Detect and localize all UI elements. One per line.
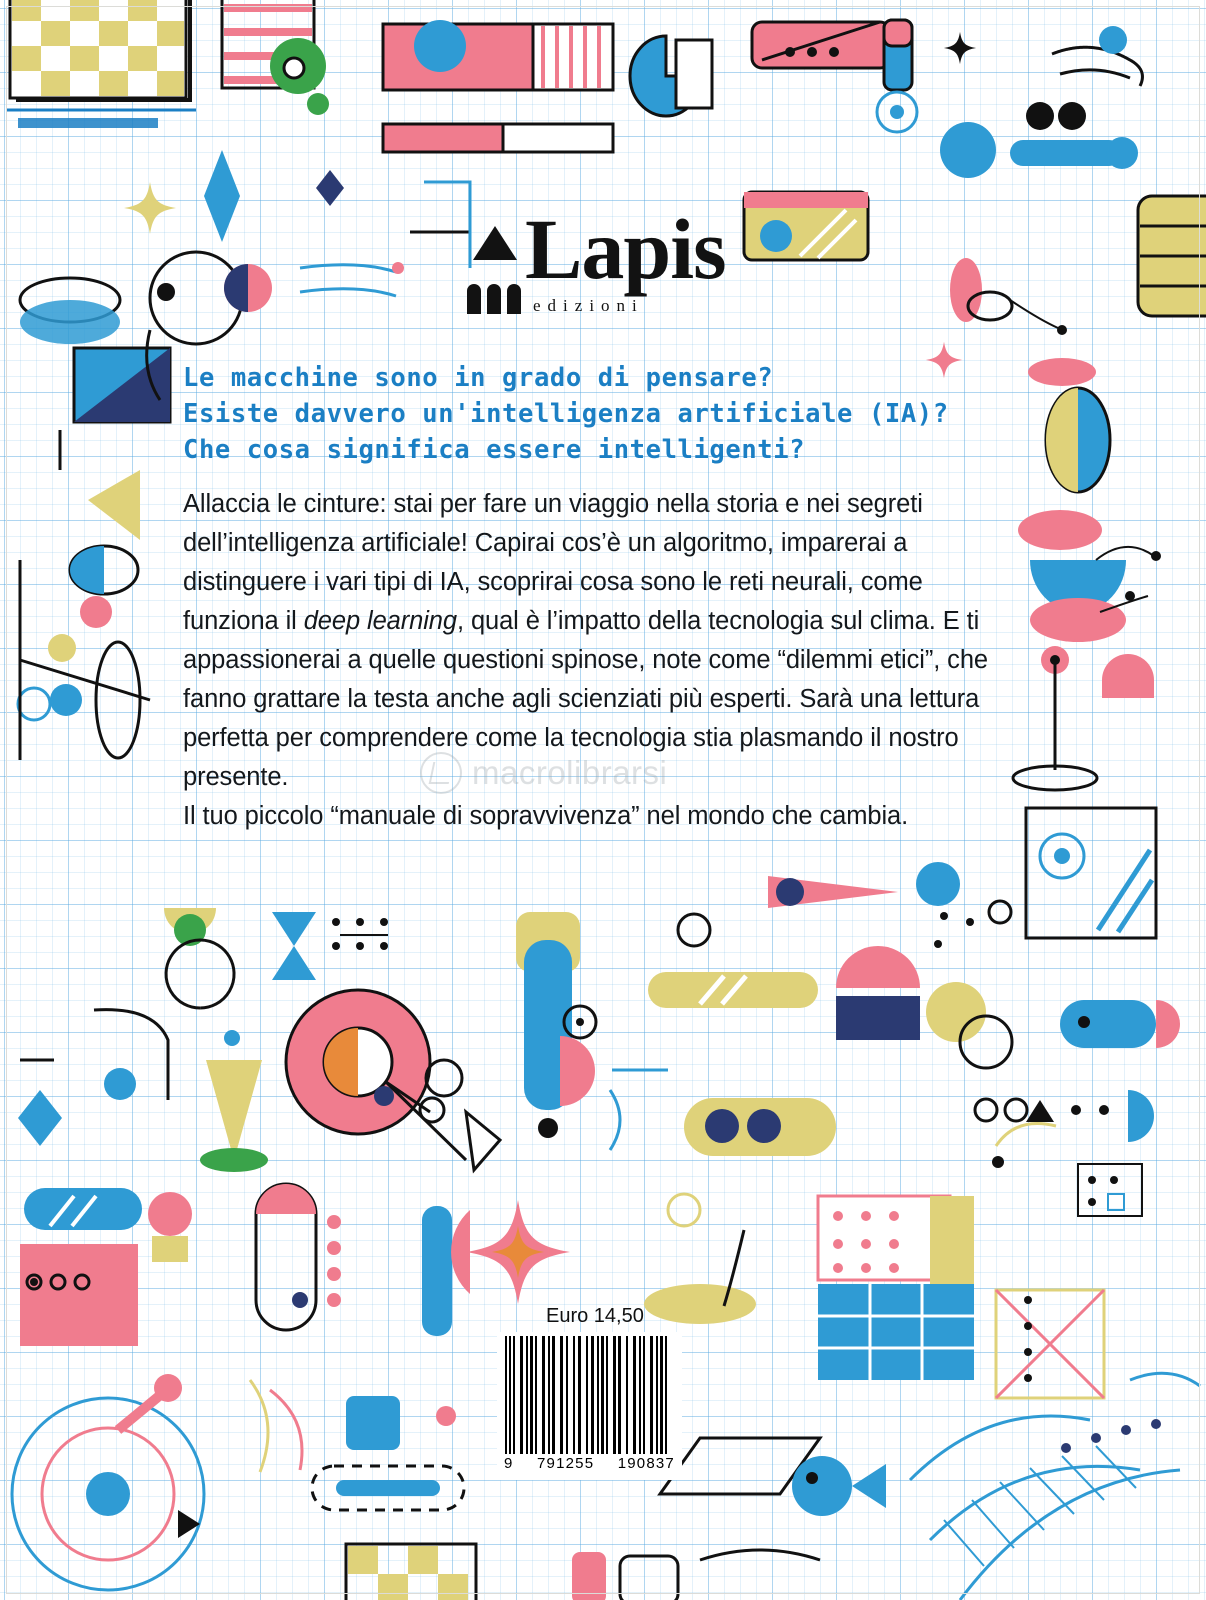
barcode-prefix-digit: 9 [504, 1455, 514, 1472]
headline-line-1: Le macchine sono in grado di pensare? [183, 363, 774, 393]
headline-questions [183, 360, 1063, 468]
doodle-right-column [1013, 196, 1206, 938]
barcode-digits [503, 1455, 676, 1472]
back-cover-blurb [183, 485, 1013, 836]
doodle-top-row [222, 0, 1142, 178]
barcode-bars [503, 1336, 676, 1454]
doodle-checkerboard [6, 0, 196, 128]
blurb-emphasis: deep learning [303, 607, 457, 635]
price-label: Euro 14,50 [546, 1305, 644, 1327]
publisher-name: Lapis [525, 201, 726, 297]
barcode-group-1: 791255 [537, 1455, 595, 1472]
publisher-logo [455, 201, 755, 338]
headline-line-2: Esiste davvero un'intelligenza artificiale (IA)? [183, 399, 949, 429]
blurb-paragraph-1 [183, 485, 1013, 797]
headline-line-3: Che cosa significa essere intelligenti? [183, 435, 806, 465]
barcode [497, 1332, 682, 1480]
triangle-icon [473, 226, 517, 260]
blurb-paragraph-2: Il tuo piccolo “manuale di sopravvivenza” nel mondo che cambia. [183, 802, 909, 830]
bars-icon [467, 280, 523, 314]
barcode-group-2: 190837 [617, 1455, 675, 1472]
watermark-text: macrolibrarsi [472, 754, 668, 791]
blurb-text-b: , qual è l’impatto della tecnologia sul clima. E ti appassionerai a quelle questioni spinose, note come “dilemmi etici”, che fanno grattare la testa anche agli scienziati più esperti. Sarà una lettura perfetta per comprendere come la tecnologia stia plasmando il nostro presente. [183, 607, 988, 791]
publisher-tagline: edizioni [533, 296, 644, 315]
blurb-text-a: Allaccia le cinture: stai per fare un viaggio nella storia e nei segreti dell’intelligenza artificiale! Capirai cos’è un algoritmo, imparerai a distinguere i vari tipi di IA, scoprirai cosa sono le reti neurali, come funziona il [183, 490, 923, 635]
